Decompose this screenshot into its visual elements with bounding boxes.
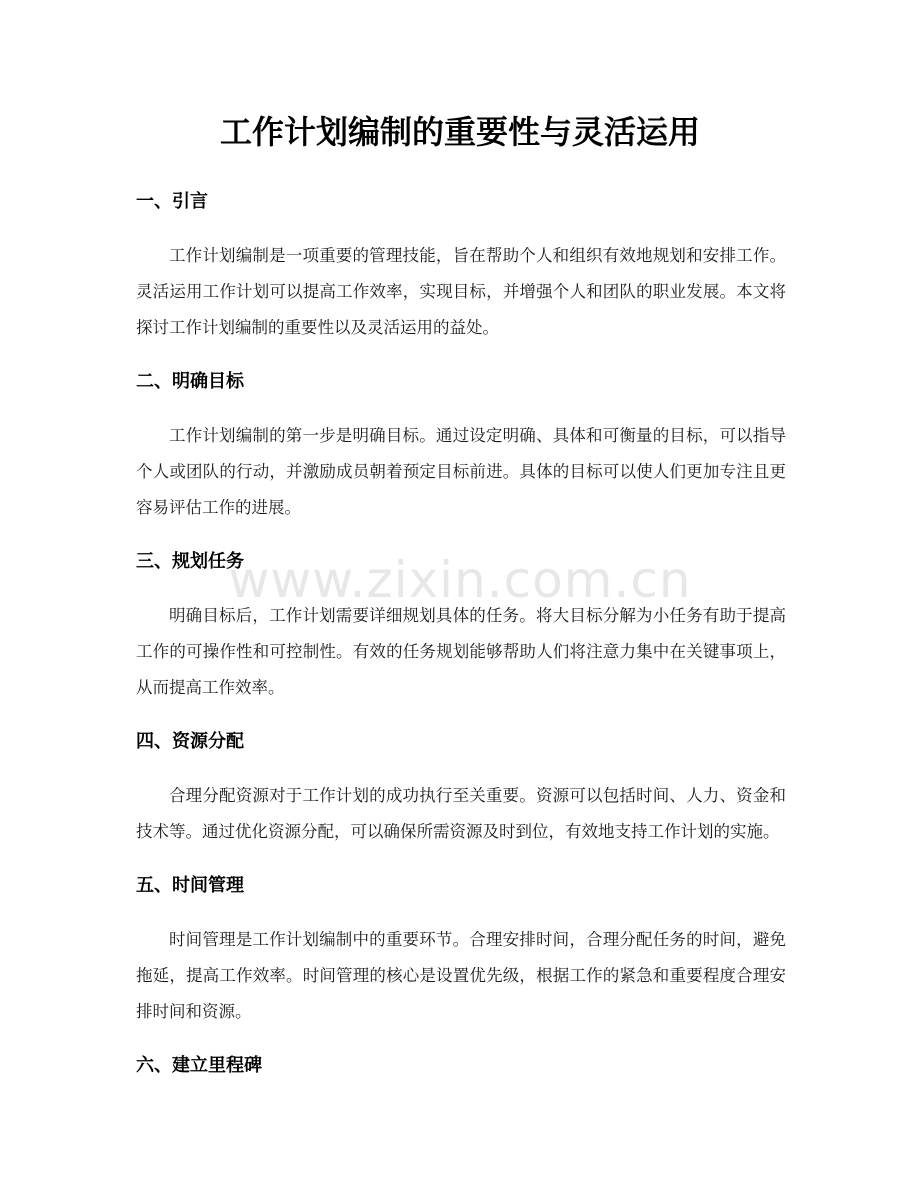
- section-heading-milestones: 六、建立里程碑: [136, 1055, 262, 1076]
- section-heading-intro: 一、引言: [136, 191, 208, 212]
- section-body-intro: 工作计划编制是一项重要的管理技能，旨在帮助个人和组织有效地规划和安排工作。灵活运用工作计划可以提高工作效率，实现目标，并增强个人和团队的职业发展。本文将探讨工作计划编制的重要性以及灵活运用的益处。: [136, 246, 786, 337]
- section-body-resources: 合理分配资源对于工作计划的成功执行至关重要。资源可以包括时间、人力、资金和技术等。通过优化资源分配，可以确保所需资源及时到位，有效地支持工作计划的实施。: [136, 786, 786, 841]
- section-heading-time: 五、时间管理: [136, 875, 244, 896]
- document-content: [136, 184, 786, 1102]
- section-body-goals: 工作计划编制的第一步是明确目标。通过设定明确、具体和可衡量的目标，可以指导个人或团队的行动，并激励成员朝着预定目标前进。具体的目标可以使人们更加专注且更容易评估工作的进展。: [136, 426, 786, 517]
- section-body-tasks: 明确目标后，工作计划需要详细规划具体的任务。将大目标分解为小任务有助于提高工作的可操作性和可控制性。有效的任务规划能够帮助人们将注意力集中在关键事项上，从而提高工作效率。: [136, 606, 786, 697]
- section-body-time: 时间管理是工作计划编制中的重要环节。合理安排时间，合理分配任务的时间，避免拖延，提高工作效率。时间管理的核心是设置优先级，根据工作的紧急和重要程度合理安排时间和资源。: [136, 930, 786, 1021]
- section-heading-goals: 二、明确目标: [136, 371, 244, 392]
- document-title: 工作计划编制的重要性与灵活运用: [219, 113, 700, 151]
- watermark: www.zixin.com.cn: [228, 551, 692, 609]
- section-heading-tasks: 三、规划任务: [136, 551, 244, 572]
- section-heading-resources: 四、资源分配: [136, 731, 244, 752]
